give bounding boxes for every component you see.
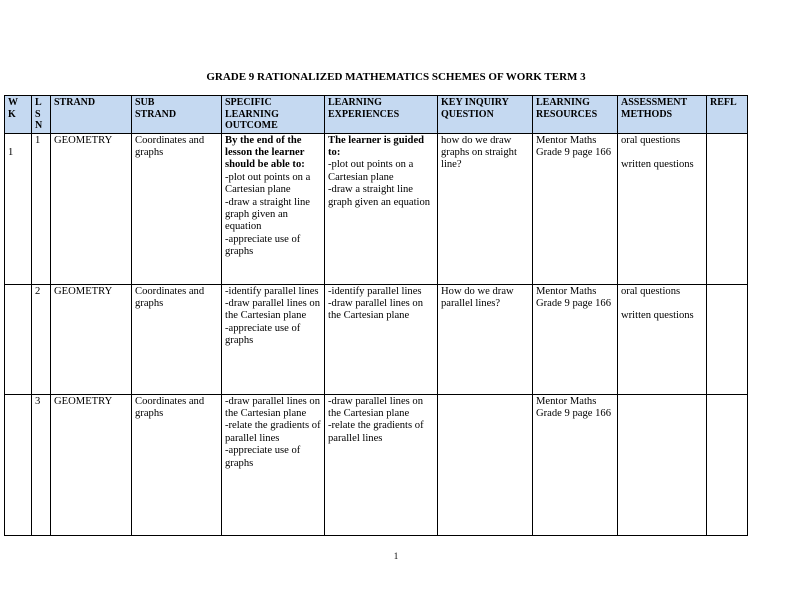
cell-lsn: 3 bbox=[32, 394, 51, 535]
cell-assessment: oral questions written questions bbox=[618, 133, 707, 284]
cell-resources: Mentor Maths Grade 9 page 166 bbox=[533, 394, 618, 535]
page-number: 1 bbox=[393, 551, 399, 561]
table-row bbox=[5, 133, 748, 284]
table-row bbox=[5, 284, 748, 394]
header-sub-strand: SUB STRAND bbox=[132, 96, 222, 134]
cell-strand: GEOMETRY bbox=[51, 394, 132, 535]
header-strand: STRAND bbox=[51, 96, 132, 134]
outcome-text: -plot out points on a Cartesian plane -draw a straight line graph given an equation -appreciate use of graphs bbox=[225, 171, 311, 258]
experiences-intro: The learner is guided to: bbox=[328, 134, 425, 158]
header-question: KEY INQUIRY QUESTION bbox=[438, 96, 533, 134]
outcome-intro: By the end of the lesson the learner should be able to: bbox=[225, 134, 305, 171]
cell-reflection bbox=[707, 133, 748, 284]
cell-strand: GEOMETRY bbox=[51, 284, 132, 394]
header-reflection: REFL bbox=[707, 96, 748, 134]
cell-assessment: oral questions written questions bbox=[618, 284, 707, 394]
cell-resources: Mentor Maths Grade 9 page 166 bbox=[533, 284, 618, 394]
cell-wk bbox=[5, 284, 32, 394]
cell-sub-strand: Coordinates and graphs bbox=[132, 394, 222, 535]
cell-sub-strand: Coordinates and graphs bbox=[132, 284, 222, 394]
cell-question bbox=[438, 394, 533, 535]
header-wk: W K bbox=[5, 96, 32, 134]
cell-outcome: -identify parallel lines -draw parallel lines on the Cartesian plane -appreciate use of graphs bbox=[222, 284, 325, 394]
cell-sub-strand: Coordinates and graphs bbox=[132, 133, 222, 284]
header-resources: LEARNING RESOURCES bbox=[533, 96, 618, 134]
cell-experiences: -draw parallel lines on the Cartesian plane -relate the gradients of parallel lines bbox=[325, 394, 438, 535]
cell-wk: 1 bbox=[5, 133, 32, 284]
cell-experiences bbox=[325, 133, 438, 284]
header-outcome: SPECIFIC LEARNING OUTCOME bbox=[222, 96, 325, 134]
cell-experiences: -identify parallel lines -draw parallel lines on the Cartesian plane bbox=[325, 284, 438, 394]
cell-lsn: 2 bbox=[32, 284, 51, 394]
cell-strand: GEOMETRY bbox=[51, 133, 132, 284]
document-title: GRADE 9 RATIONALIZED MATHEMATICS SCHEMES OF WORK TERM 3 bbox=[206, 71, 586, 83]
cell-assessment bbox=[618, 394, 707, 535]
header-assessment: ASSESSMENT METHODS bbox=[618, 96, 707, 134]
scheme-of-work-table bbox=[4, 95, 748, 536]
header-experiences: LEARNING EXPERIENCES bbox=[325, 96, 438, 134]
header-lsn: L S N bbox=[32, 96, 51, 134]
cell-question: how do we draw graphs on straight line? bbox=[438, 133, 533, 284]
cell-lsn: 1 bbox=[32, 133, 51, 284]
cell-question: How do we draw parallel lines? bbox=[438, 284, 533, 394]
cell-wk bbox=[5, 394, 32, 535]
cell-outcome bbox=[222, 133, 325, 284]
cell-outcome: -draw parallel lines on the Cartesian plane -relate the gradients of parallel lines -appreciate use of graphs bbox=[222, 394, 325, 535]
cell-resources: Mentor Maths Grade 9 page 166 bbox=[533, 133, 618, 284]
cell-reflection bbox=[707, 394, 748, 535]
table-row bbox=[5, 394, 748, 535]
experiences-text: -plot out points on a Cartesian plane -draw a straight line graph given an equation bbox=[328, 159, 431, 208]
header-row bbox=[5, 96, 748, 134]
cell-reflection bbox=[707, 284, 748, 394]
